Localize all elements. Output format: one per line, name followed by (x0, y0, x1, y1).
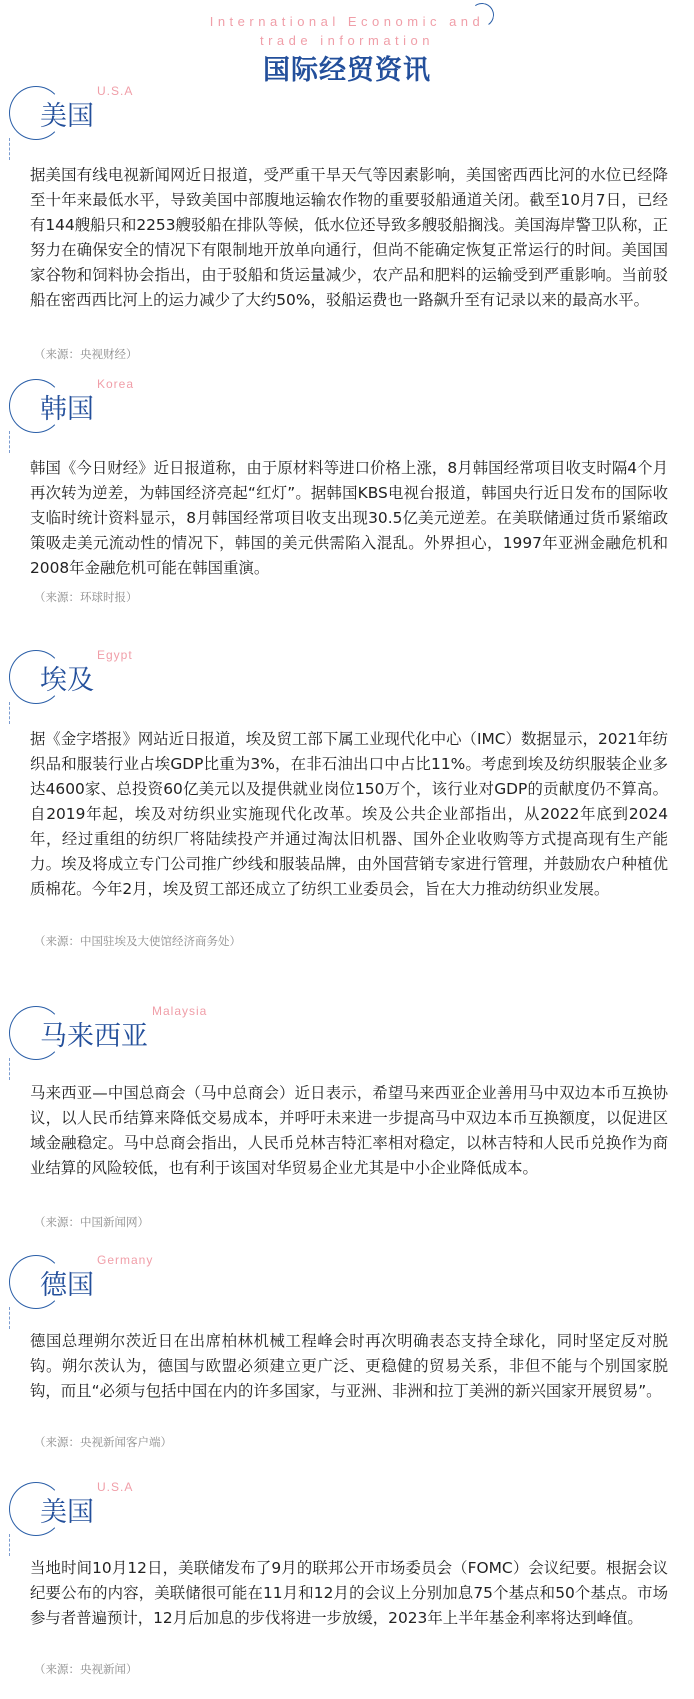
country-english-label: Malaysia (152, 1004, 208, 1018)
section-heading (0, 377, 694, 433)
country-title: 德国 (40, 1270, 94, 1301)
dashed-line-decoration (9, 1534, 10, 1556)
article-source: （来源：央视新闻客户端） (34, 1435, 172, 1449)
country-title: 美国 (40, 1497, 94, 1528)
country-english-label: U.S.A (97, 84, 134, 98)
section-heading (0, 1004, 694, 1060)
article-source: （来源：央视财经） (34, 347, 138, 361)
dashed-line-decoration (9, 702, 10, 724)
article-source: （来源：中国新闻网） (34, 1215, 149, 1229)
dashed-line-decoration (9, 431, 10, 453)
article-body: 据《金字塔报》网站近日报道，埃及贸工部下属工业现代化中心（IMC）数据显示，2021年纺织品和服装行业占埃GDP比重为3%，在非石油出口中占比11%。考虑到埃及纺织服装企业多达4600家、总投资60亿美元以及提供就业岗位150万个，该行业对GDP的贡献度仍不算高。自2019年起，埃及对纺织业实施现代化改革。埃及公共企业部指出，从2022年底到2024年，经过重组的纺织厂将陆续投产并通过淘汰旧机器、国外企业收购等方式提高现有生产能力。埃及将成立专门公司推广纱线和服装品牌，由外国营销专家进行管理，并鼓励农户种植优质棉花。今年2月，埃及贸工部还成立了纺织工业委员会，旨在大力推动纺织业发展。 (30, 730, 668, 898)
section-egypt (0, 648, 694, 948)
section-malaysia (0, 1004, 694, 1229)
article-source: （来源：中国驻埃及大使馆经济商务处） (34, 934, 241, 948)
country-english-label: Germany (97, 1253, 154, 1267)
dashed-line-decoration (9, 1058, 10, 1080)
country-title: 埃及 (40, 665, 94, 696)
country-title: 韩国 (40, 394, 94, 425)
country-english-label: Korea (97, 377, 135, 391)
article-body: 德国总理朔尔茨近日在出席柏林机械工程峰会时再次明确表态支持全球化，同时坚定反对脱钩。朔尔茨认为，德国与欧盟必须建立更广泛、更稳健的贸易关系，非但不能与个别国家脱钩，而且“必须与包括中国在内的许多国家，与亚洲、非洲和拉丁美洲的新兴国家开展贸易”。 (30, 1332, 668, 1400)
section-usa-2 (0, 1480, 694, 1676)
section-heading (0, 1480, 694, 1536)
article-body: 当地时间10月12日，美联储发布了9月的联邦公开市场委员会（FOMC）会议纪要。根据会议纪要公布的内容，美联储很可能在11月和12月的会议上分别加息75个基点和50个基点。市场参与者普遍预计，12月后加息的步伐将进一步放缓，2023年上半年基金利率将达到峰值。 (30, 1559, 668, 1627)
country-title: 美国 (40, 101, 94, 132)
section-korea (0, 377, 694, 604)
article-source: （来源：环球时报） (34, 590, 138, 604)
english-title-line2: trade information (259, 33, 435, 48)
article-body: 韩国《今日财经》近日报道称，由于原材料等进口价格上涨，8月韩国经常项目收支时隔4个月再次转为逆差，为韩国经济亮起“红灯”。据韩国KBS电视台报道，韩国央行近日发布的国际收支临时统计资料显示，8月韩国经常项目收支出现30.5亿美元逆差。在美联储通过货币紧缩政策吸走美元流动性的情况下，韩国的美元供需陷入混乱。外界担心，1997年亚洲金融危机和2008年金融危机可能在韩国重演。 (30, 459, 668, 577)
article-body: 马来西亚—中国总商会（马中总商会）近日表示，希望马来西亚企业善用马中双边本币互换协议，以人民币结算来降低交易成本，并呼吁未来进一步提高马中双边本币互换额度，以促进区域金融稳定。马中总商会指出，人民币兑林吉特汇率相对稳定，以林吉特和人民币兑换作为商业结算的风险较低，也有利于该国对华贸易企业尤其是中小企业降低成本。 (30, 1084, 668, 1177)
english-title-line1: International Economic and (209, 14, 485, 29)
section-usa-1 (0, 84, 694, 361)
section-heading (0, 84, 694, 140)
article-body: 据美国有线电视新闻网近日报道，受严重干旱天气等因素影响，美国密西西比河的水位已经降至十年来最低水平，导致美国中部腹地运输农作物的重要驳船通道关闭。截至10月7日，已经有144艘船只和2253艘驳船在排队等候，低水位还导致多艘驳船搁浅。美国海岸警卫队称，正努力在确保安全的情况下有限制地开放单向通行，但尚不能确定恢复正常运行的时间。美国国家谷物和饲料协会指出，由于驳船和货运量减少，农产品和肥料的运输受到严重影响。当前驳船在密西西比河上的运力减少了大约50%，驳船运费也一路飙升至有记录以来的最高水平。 (30, 166, 668, 309)
dashed-line-decoration (9, 1307, 10, 1329)
page-header (0, 0, 694, 90)
section-heading (0, 648, 694, 704)
country-english-label: Egypt (97, 648, 133, 662)
country-title: 马来西亚 (40, 1021, 148, 1052)
section-heading (0, 1253, 694, 1309)
english-title (0, 12, 694, 50)
country-english-label: U.S.A (97, 1480, 134, 1494)
page-title: 国际经贸资讯 (263, 55, 431, 86)
section-germany (0, 1253, 694, 1449)
dashed-line-decoration (9, 138, 10, 160)
article-source: （来源：央视新闻） (34, 1662, 138, 1676)
